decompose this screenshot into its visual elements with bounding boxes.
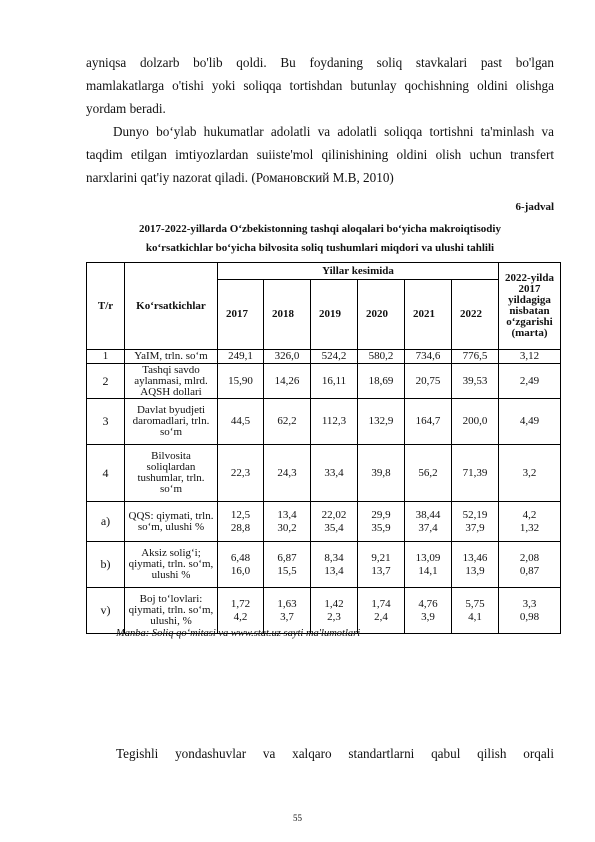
paragraph-line: Tegishli yondashuvlar va xalqaro standartlarni qabul qilish orqali [116,746,554,761]
cell-value-pair [218,502,264,542]
row-indicator: Tashqi savdo aylanmasi, mlrd. AQSH dollari [125,364,218,399]
header-year: 2018 [264,280,311,350]
data-table [86,262,561,634]
cell-value-pair [264,542,311,588]
cell-value-pair [264,588,311,634]
cell-value: 326,0 [264,350,311,364]
table-number: 6-jadval [515,201,554,213]
header-years: Yillar kesimida [218,263,499,280]
cell-ratio: 0,98 [519,610,540,623]
cell-ratio: 4,2 [522,508,537,521]
cell-value-pair [358,542,405,588]
cell-share: 13,7 [371,564,391,577]
cell-ratio: 2,49 [499,364,561,399]
paragraph-line: yordam beradi. [86,101,166,116]
cell-ratio: 3,12 [499,350,561,364]
cell-value: 200,0 [452,399,499,445]
cell-value-pair [311,542,358,588]
cell-value: 6,87 [277,551,297,564]
source-note: Manba: Soliq qo‘mitasi va www.stat.uz sayti ma'lumotlari [116,628,361,639]
page-number: 55 [293,813,302,823]
cell-value: 13,09 [415,551,441,564]
cell-value: 734,6 [405,350,452,364]
cell-share: 37,9 [465,521,485,534]
cell-value: 52,19 [462,508,488,521]
cell-ratio: 3,2 [499,445,561,502]
table-row [87,542,561,588]
cell-share: 13,4 [324,564,344,577]
row-indicator: YaIM, trln. so‘m [125,350,218,364]
cell-value: 9,21 [371,551,391,564]
cell-value: 13,46 [462,551,488,564]
row-number: 1 [87,350,125,364]
row-number: a) [87,502,125,542]
cell-value-pair [218,542,264,588]
row-indicator: QQS: qiymati, trln. so‘m, ulushi % [125,502,218,542]
cell-value: 5,75 [465,597,485,610]
cell-value: 24,3 [264,445,311,502]
cell-value: 524,2 [311,350,358,364]
cell-value: 13,4 [277,508,297,521]
cell-ratio-pair [499,588,561,634]
row-number: 4 [87,445,125,502]
cell-value-pair [405,588,452,634]
cell-share: 4,1 [468,610,482,623]
row-indicator: Bilvosita soliqlardan tushumlar, trln. so‘m [125,445,218,502]
table-row [87,364,561,399]
paragraph-line: mamlakatlarga o'tishi yoki soliqqa tortishdan butunlay qochishning oldini olishga [86,78,554,93]
paragraph-line: taqdim etilgan imtiyozlardan suiiste'mol qilinishining oldini olish uchun transfert [86,147,554,162]
table-caption-line: 2017-2022-yillarda O‘zbekistonning tashqi aloqalari bo‘yicha makroiqtisodiy [139,223,501,235]
table-caption [86,220,554,258]
cell-value: 249,1 [218,350,264,364]
cell-share: 28,8 [230,521,251,534]
cell-share: 3,9 [421,610,435,623]
cell-value: 132,9 [358,399,405,445]
paragraph-line: narxlarini qat'iy nazorat qiladi. (Романовский М.В, 2010) [86,170,394,185]
cell-value-pair [358,502,405,542]
cell-share: 37,4 [418,521,438,534]
header-ratio: 2022-yilda 2017 yildagiga nisbatan o‘zgarishi (marta) [499,263,561,350]
table-row [87,445,561,502]
cell-value-pair [452,502,499,542]
cell-value-pair [264,502,311,542]
cell-value-pair [218,588,264,634]
table-row [87,350,561,364]
row-indicator: Davlat byudjeti daromadlari, trln. so‘m [125,399,218,445]
row-number: 3 [87,399,125,445]
cell-value: 164,7 [405,399,452,445]
cell-value: 22,3 [218,445,264,502]
row-number: v) [87,588,125,634]
cell-value: 6,48 [230,551,251,564]
cell-ratio: 2,08 [519,551,540,564]
cell-value: 1,63 [277,597,297,610]
cell-value: 71,39 [452,445,499,502]
cell-value-pair [405,542,452,588]
cell-value: 18,69 [358,364,405,399]
header-year: 2021 [405,280,452,350]
cell-value: 14,26 [264,364,311,399]
header-year: 2017 [218,280,264,350]
cell-ratio: 1,32 [519,521,540,534]
header-year: 2020 [358,280,405,350]
row-number: b) [87,542,125,588]
cell-value: 4,76 [418,597,438,610]
cell-value-pair [405,502,452,542]
cell-share: 15,5 [277,564,297,577]
cell-value-pair [452,542,499,588]
cell-value: 580,2 [358,350,405,364]
cell-value: 1,74 [371,597,391,610]
table-caption-line: ko‘rsatkichlar bo‘yicha bilvosita soliq tushumlari miqdori va ulushi tahlili [145,242,495,254]
paragraph-line: ayniqsa dolzarb bo'lib qoldi. Bu foydaning soliq stavkalari past bo'lgan [86,55,554,70]
cell-value-pair [311,502,358,542]
header-indicators: Ko‘rsatkichlar [125,263,218,350]
cell-value: 39,53 [452,364,499,399]
cell-value: 38,44 [415,508,441,521]
cell-value: 62,2 [264,399,311,445]
row-indicator: Boj to‘lovlari: qiymati, trln. so‘m, ulushi, % [125,588,218,634]
cell-ratio-pair [499,542,561,588]
cell-ratio: 4,49 [499,399,561,445]
cell-share: 4,2 [233,610,248,623]
cell-share: 16,0 [230,564,251,577]
cell-value: 56,2 [405,445,452,502]
table-row [87,399,561,445]
cell-value: 1,72 [230,597,251,610]
cell-value: 776,5 [452,350,499,364]
cell-value: 8,34 [324,551,344,564]
cell-share: 3,7 [280,610,294,623]
cell-share: 35,9 [371,521,391,534]
cell-value-pair [311,588,358,634]
cell-value: 33,4 [311,445,358,502]
cell-value-pair [358,588,405,634]
table-row [87,502,561,542]
header-year: 2019 [311,280,358,350]
cell-value: 29,9 [371,508,391,521]
cell-share: 35,4 [324,521,344,534]
row-indicator: Aksiz solig‘i; qiymati, trln. so‘m, ulushi % [125,542,218,588]
cell-share: 13,9 [465,564,485,577]
cell-value: 22,02 [321,508,347,521]
cell-ratio-pair [499,502,561,542]
cell-value: 15,90 [218,364,264,399]
row-number: 2 [87,364,125,399]
cell-value: 12,5 [230,508,251,521]
header-year: 2022 [452,280,499,350]
cell-value: 20,75 [405,364,452,399]
cell-value-pair [452,588,499,634]
table-row [87,588,561,634]
cell-ratio: 0,87 [519,564,540,577]
cell-ratio: 3,3 [522,597,537,610]
cell-value: 1,42 [324,597,344,610]
paragraph-line: Dunyo bo‘ylab hukumatlar adolatli va adolatli soliqqa tortishni ta'minlash va [113,124,554,139]
cell-share: 14,1 [418,564,438,577]
cell-value: 44,5 [218,399,264,445]
cell-share: 30,2 [277,521,297,534]
header-tr: T/r [87,263,125,350]
cell-share: 2,3 [327,610,341,623]
cell-value: 112,3 [311,399,358,445]
cell-share: 2,4 [374,610,388,623]
cell-value: 16,11 [311,364,358,399]
cell-value: 39,8 [358,445,405,502]
